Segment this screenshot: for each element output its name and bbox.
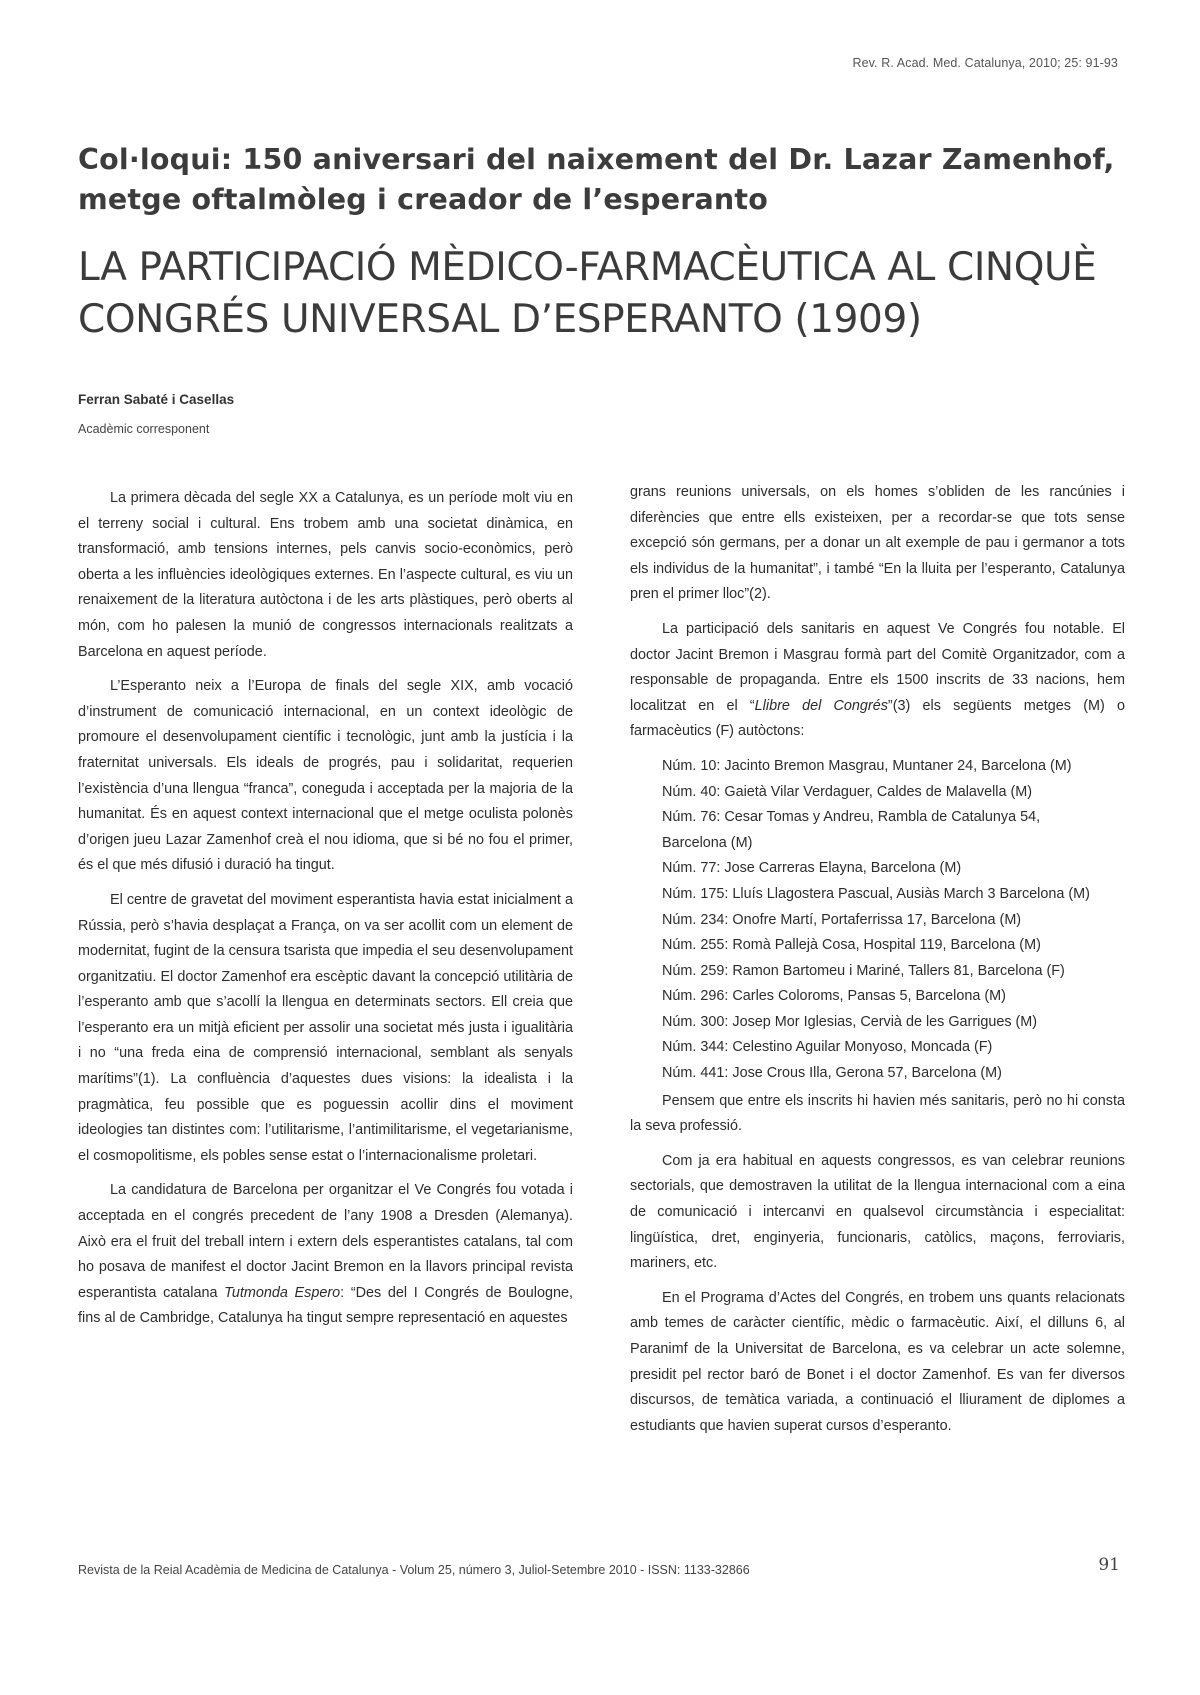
article-title: LA PARTICIPACIÓ MÈDICO-FARMACÈUTICA AL CINQUÈ CONGRÉS UNIVERSAL D’ESPERANTO (1909) bbox=[78, 245, 1097, 342]
book-title-italic: Llibre del Congrés bbox=[754, 697, 888, 714]
paragraph: La primera dècada del segle XX a Catalunya, es un període molt viu en el terreny social i cultural. Ens trobem amb una societat dinàmica, en transformació, amb tensions internes, pels canvis socio-econòmics, però oberta a les influències ideològiques externes. En l’aspecte cultural, es viu un renaixement de la literatura autòctona i de les arts plàstiques, però oberts al món, com ho palesen la munió de congressos internacionals realitzats a Barcelona en aquest període. bbox=[78, 490, 573, 660]
registrant-list bbox=[630, 754, 1125, 1087]
registrant-item: Núm. 77: Jose Carreras Elayna, Barcelona (M) bbox=[662, 860, 962, 877]
journal-footer: Revista de la Reial Acadèmia de Medicina de Catalunya - Volum 25, número 3, Juliol-Setembre 2010 - ISSN: 1133-32866 bbox=[78, 1563, 750, 1577]
registrant-item: Núm. 40: Gaietà Vilar Verdaguer, Caldes de Malavella (M) bbox=[662, 783, 1033, 800]
paragraph-text: : “Des del I Congrés de Boulogne, fins al de Cambridge, Catalunya ha tingut sempre representació en aquestes bbox=[78, 1284, 573, 1327]
paragraph: El centre de gravetat del moviment esperantista havia estat inicialment a Rússia, però s’havia desplaçat a França, on va ser acollit com un element de modernitat, fugint de la censura tsarista que impedia el seu desenvolupament organitzatiu. El doctor Zamenhof era escèptic davant la concepció utilitària de l’esperanto amb que s’acollí la llengua en determinats sectors. Ell creia que l’esperanto era un mitjà eficient per assolir una societat més justa i igualitària i no “una freda eina de comprensió internacional, semblant als senyals marítims”(1). La confluència d’aquestes dues visions: la idealista i la pragmàtica, feu possible que es poguessin acollir dins el moviment ideologies tan distintes com: l’utilitarisme, l’antimilitarisme, el vegetarianisme, el cosmopolitisme, els pobles sense estat o l’internacionalisme proletari. bbox=[78, 891, 573, 1164]
left-column bbox=[78, 486, 573, 1341]
paragraph-text: La participació dels sanitaris en aquest Ve Congrés fou notable. El doctor Jacint Bremon i Masgrau formà part del Comitè Organitzador, com a responsable de propaganda. Entre els 1500 inscrits de 33 nacions, hem localitzat en el “ bbox=[630, 620, 1125, 714]
series-title: Col·loqui: 150 aniversari del naixement del Dr. Lazar Zamenhof, metge oftalmòleg i creador de l’esperanto bbox=[78, 143, 1115, 216]
running-head: Rev. R. Acad. Med. Catalunya, 2010; 25: 91-93 bbox=[852, 56, 1118, 70]
author-affiliation: Acadèmic corresponent bbox=[78, 422, 210, 436]
registrant-item: Núm. 234: Onofre Martí, Portaferrissa 17, Barcelona (M) bbox=[662, 911, 1022, 928]
paragraph bbox=[78, 1178, 573, 1332]
registrant-item: Núm. 300: Josep Mor Iglesias, Cervià de les Garrigues (M) bbox=[662, 1013, 1038, 1030]
paragraph-text: ”(3) els següents metges (M) o farmacèutics (F) autòctons: bbox=[630, 697, 1125, 740]
registrant-item: Núm. 344: Celestino Aguilar Monyoso, Moncada (F) bbox=[662, 1039, 993, 1056]
registrant-item: Barcelona (M) bbox=[662, 834, 753, 851]
registrant-item: Núm. 296: Carles Coloroms, Pansas 5, Barcelona (M) bbox=[662, 988, 1006, 1005]
paragraph: grans reunions universals, on els homes s’obliden de les rancúnies i diferències que entre ells existeixen, per a recordar-se que tots sense excepció són germans, per a donar un alt exemple de pau i germanor a tots els individus de la humanitat”, i també “En la lluita per l’esperanto, Catalunya pren el primer lloc”(2). bbox=[630, 484, 1125, 603]
paragraph: En el Programa d’Actes del Congrés, en trobem uns quants relacionats amb temes de caràcter científic, mèdic o farmacèutic. Així, el dilluns 6, al Paranimf de la Universitat de Barcelona, es va celebrar un acte solemne, presidit pel rector baró de Bonet i el doctor Zamenhof. Es van fer diversos discursos, de temàtica variada, a continuació el lliurament de diplomes a estudiants que havien superat cursos d’esperanto. bbox=[630, 1289, 1125, 1434]
right-column bbox=[630, 480, 1125, 1448]
paragraph: Pensem que entre els inscrits hi havien més sanitaris, però no hi consta la seva professió. bbox=[630, 1092, 1125, 1135]
page-number: 91 bbox=[1098, 1555, 1120, 1575]
registrant-item: Núm. 259: Ramon Bartomeu i Mariné, Tallers 81, Barcelona (F) bbox=[662, 962, 1065, 979]
registrant-item: Núm. 255: Romà Pallejà Cosa, Hospital 119, Barcelona (M) bbox=[662, 937, 1041, 954]
registrant-item: Núm. 10: Jacinto Bremon Masgrau, Muntaner 24, Barcelona (M) bbox=[662, 757, 1072, 774]
author-name: Ferran Sabaté i Casellas bbox=[78, 392, 235, 407]
registrant-item: Núm. 441: Jose Crous Illa, Gerona 57, Barcelona (M) bbox=[662, 1065, 1002, 1082]
paragraph-text: La candidatura de Barcelona per organitzar el Ve Congrés fou votada i acceptada en el congrés precedent de l’any 1908 a Dresden (Alemanya). Això era el fruit del treball intern i extern dels esperantistes catalans, tal com ho posava de manifest el doctor Jacint Bremon en la llavors principal revista esperantista catalana bbox=[78, 1182, 573, 1301]
registrant-item: Núm. 175: Lluís Llagostera Pascual, Ausiàs March 3 Barcelona (M) bbox=[662, 885, 1090, 902]
paragraph: L’Esperanto neix a l’Europa de finals del segle XIX, amb vocació d’instrument de comunicació internacional, en un context ideològic de promoure el desenvolupament científic i tecnològic, junt amb la justícia i la fraternitat universals. Els ideals de progrés, pau i solidaritat, requerien l’existència d’una llengua “franca”, coneguda i acceptada per la majoria de la humanitat. És en aquest context internacional que el metge oculista polonès d’origen jueu Lazar Zamenhof creà el nou idioma, que si bé no fou el primer, és el que més difusió i duració ha tingut. bbox=[78, 678, 573, 874]
journal-title-italic: Tutmonda Espero bbox=[224, 1284, 341, 1301]
paragraph: Com ja era habitual en aquests congressos, es van celebrar reunions sectorials, que demostraven la utilitat de la llengua internacional com a eina de comunicació i intercanvi en qualsevol circumstància i especialitat: lingüística, dret, enginyeria, funcionaris, catòlics, maçons, ferroviaris, mariners, etc. bbox=[630, 1152, 1125, 1272]
registrant-item: Núm. 76: Cesar Tomas y Andreu, Rambla de Catalunya 54, bbox=[662, 809, 1041, 826]
paragraph bbox=[630, 617, 1125, 745]
